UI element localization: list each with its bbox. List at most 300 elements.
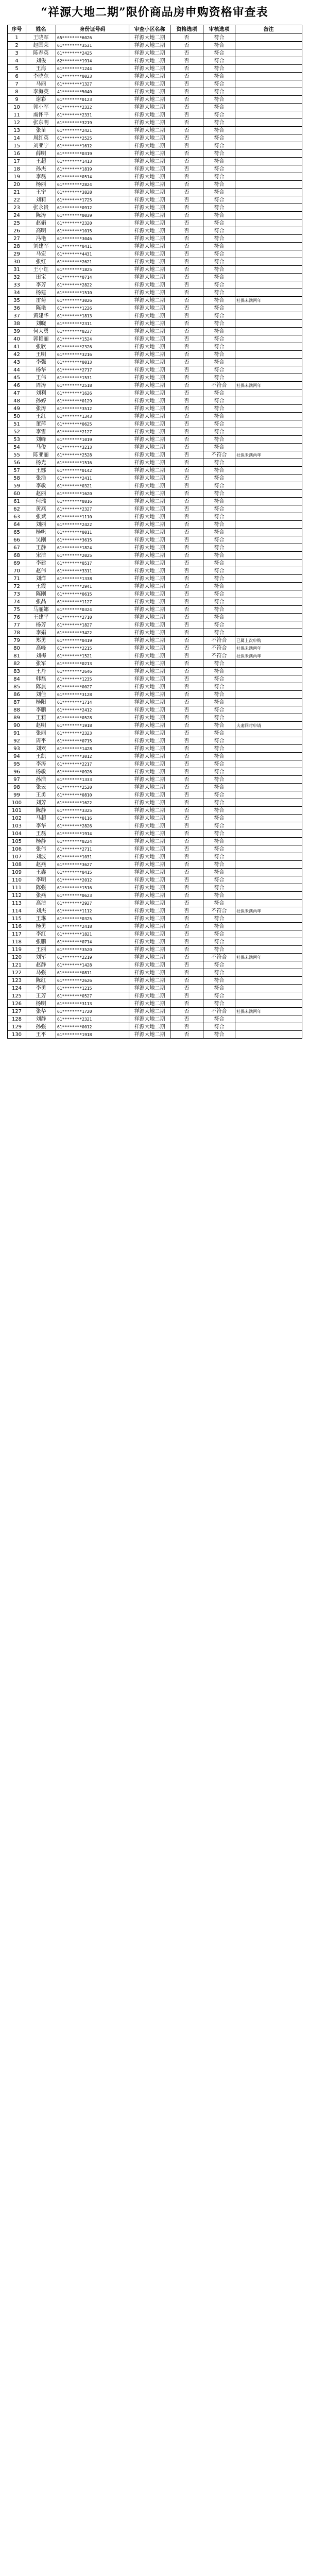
cell-id: 61********1720 [56,1008,129,1015]
cell-review: 符合 [203,49,235,57]
cell-no: 2 [8,42,26,49]
cell-id: 61********1112 [56,907,129,915]
cell-no: 37 [8,312,26,320]
cell-project: 祥源大地二期 [129,335,170,343]
cell-no: 109 [8,869,26,876]
table-row [8,80,302,88]
cell-qualification: 否 [170,258,203,266]
cell-project: 祥源大地二期 [129,954,170,961]
cell-qualification: 否 [170,297,203,304]
cell-project: 祥源大地二期 [129,923,170,930]
cell-no: 25 [8,219,26,227]
cell-project: 祥源大地二期 [129,815,170,822]
cell-id: 61********2332 [56,104,129,111]
cell-name: 赵伟 [26,567,56,575]
cell-name: 刘洋 [26,575,56,583]
cell-note [235,853,302,861]
cell-name: 刘芳 [26,799,56,807]
cell-no: 5 [8,65,26,73]
cell-review: 符合 [203,219,235,227]
cell-no: 23 [8,204,26,212]
cell-no: 94 [8,753,26,760]
cell-qualification: 否 [170,212,203,219]
cell-id: 61********1343 [56,413,129,420]
cell-project: 祥源大地二期 [129,474,170,482]
cell-no: 103 [8,822,26,830]
cell-id: 62********1914 [56,57,129,65]
cell-qualification: 否 [170,567,203,575]
cell-name: 王凯 [26,753,56,760]
cell-qualification: 否 [170,876,203,884]
cell-no: 102 [8,815,26,822]
cell-project: 祥源大地二期 [129,266,170,274]
cell-id: 61********3325 [56,807,129,815]
cell-project: 祥源大地二期 [129,150,170,158]
cell-project: 祥源大地二期 [129,977,170,985]
cell-qualification: 否 [170,382,203,389]
table-row [8,1000,302,1008]
cell-project: 祥源大地二期 [129,791,170,799]
cell-id: 61********1127 [56,598,129,606]
cell-note [235,768,302,776]
cell-name: 杨阳 [26,699,56,706]
cell-name: 高明 [26,227,56,235]
cell-name: 张红 [26,258,56,266]
cell-note [235,366,302,374]
cell-no: 48 [8,397,26,405]
cell-no: 70 [8,567,26,575]
cell-review: 符合 [203,474,235,482]
cell-name: 刘亚宁 [26,142,56,150]
cell-project: 祥源大地二期 [129,467,170,474]
cell-name: 赵静 [26,961,56,969]
cell-id: 61********0517 [56,560,129,567]
cell-note [235,505,302,513]
cell-project: 祥源大地二期 [129,134,170,142]
cell-id: 61********2327 [56,505,129,513]
cell-review: 符合 [203,428,235,436]
cell-qualification: 否 [170,892,203,900]
cell-qualification: 否 [170,80,203,88]
cell-id: 61********1428 [56,745,129,753]
cell-id: 61********4431 [56,250,129,258]
cell-id: 61********2626 [56,977,129,985]
cell-no: 45 [8,374,26,382]
cell-no: 51 [8,420,26,428]
cell-qualification: 否 [170,946,203,954]
table-row [8,714,302,722]
cell-no: 17 [8,158,26,165]
cell-project: 祥源大地二期 [129,598,170,606]
cell-note [235,42,302,49]
table-row [8,760,302,768]
cell-note [235,328,302,335]
table-row [8,668,302,675]
cell-note [235,173,302,181]
cell-review: 符合 [203,366,235,374]
table-row [8,420,302,428]
cell-id: 61********2425 [56,49,129,57]
cell-qualification: 否 [170,807,203,815]
cell-qualification: 否 [170,675,203,683]
cell-note [235,598,302,606]
cell-note [235,784,302,791]
table-row [8,289,302,297]
cell-name: 张军 [26,660,56,668]
cell-note [235,413,302,420]
cell-note: 社保未满两年 [235,645,302,652]
cell-review: 符合 [203,799,235,807]
cell-project: 祥源大地二期 [129,513,170,521]
cell-name: 王鑫 [26,869,56,876]
cell-review: 符合 [203,699,235,706]
cell-id: 61********1825 [56,266,129,274]
cell-name: 张燕 [26,892,56,900]
cell-note [235,111,302,119]
cell-project: 祥源大地二期 [129,428,170,436]
cell-no: 74 [8,598,26,606]
cell-note [235,258,302,266]
table-row [8,444,302,451]
cell-project: 祥源大地二期 [129,173,170,181]
cell-review: 符合 [203,505,235,513]
cell-id: 61********0912 [56,204,129,212]
cell-id: 61********1333 [56,776,129,784]
cell-name: 吴刚 [26,536,56,544]
cell-no: 7 [8,80,26,88]
table-row [8,637,302,645]
cell-name: 刘俊 [26,57,56,65]
cell-id: 61********0023 [56,73,129,80]
table-row [8,57,302,65]
cell-name: 李晓东 [26,73,56,80]
cell-id: 61********1235 [56,675,129,683]
cell-qualification: 否 [170,235,203,243]
cell-review: 符合 [203,212,235,219]
cell-project: 祥源大地二期 [129,235,170,243]
cell-qualification: 否 [170,706,203,714]
cell-no: 10 [8,104,26,111]
cell-no: 4 [8,57,26,65]
cell-project: 祥源大地二期 [129,869,170,876]
cell-note [235,158,302,165]
cell-no: 21 [8,189,26,196]
cell-qualification: 否 [170,451,203,459]
cell-review: 符合 [203,73,235,80]
cell-project: 祥源大地二期 [129,938,170,946]
cell-id: 61********0715 [56,737,129,745]
table-row [8,660,302,668]
cell-project: 祥源大地二期 [129,907,170,915]
cell-id: 61********0926 [56,768,129,776]
cell-qualification: 否 [170,536,203,544]
cell-note [235,629,302,637]
cell-qualification: 否 [170,730,203,737]
cell-project: 祥源大地二期 [129,104,170,111]
cell-review: 符合 [203,134,235,142]
cell-project: 祥源大地二期 [129,1023,170,1031]
cell-review: 符合 [203,304,235,312]
cell-project: 祥源大地二期 [129,861,170,869]
table-row [8,768,302,776]
cell-qualification: 否 [170,312,203,320]
cell-project: 祥源大地二期 [129,529,170,536]
cell-no: 33 [8,281,26,289]
table-row [8,699,302,706]
cell-id: 61********1510 [56,289,129,297]
cell-name: 王伟 [26,374,56,382]
cell-name: 王静 [26,544,56,552]
cell-id: 61********1824 [56,544,129,552]
cell-project: 祥源大地二期 [129,80,170,88]
cell-name: 黄建华 [26,312,56,320]
cell-qualification: 否 [170,1000,203,1008]
cell-note [235,869,302,876]
cell-qualification: 否 [170,343,203,351]
cell-no: 66 [8,536,26,544]
cell-review: 符合 [203,459,235,467]
cell-review: 符合 [203,250,235,258]
cell-id: 61********0615 [56,590,129,598]
cell-no: 97 [8,776,26,784]
cell-qualification: 否 [170,351,203,359]
cell-review: 符合 [203,807,235,815]
cell-note [235,189,302,196]
cell-id: 61********3213 [56,444,129,451]
cell-name: 刘莉 [26,196,56,204]
cell-qualification: 否 [170,961,203,969]
cell-note [235,930,302,938]
table-row [8,961,302,969]
cell-note [235,730,302,737]
table-row [8,892,302,900]
cell-review: 符合 [203,413,235,420]
cell-project: 祥源大地二期 [129,312,170,320]
cell-review: 符合 [203,498,235,505]
cell-review: 符合 [203,583,235,590]
cell-no: 53 [8,436,26,444]
cell-qualification: 否 [170,482,203,490]
table-row [8,907,302,915]
cell-qualification: 否 [170,621,203,629]
cell-name: 陈涛 [26,212,56,219]
cell-id: 61********2711 [56,845,129,853]
cell-id: 61********1516 [56,459,129,467]
cell-no: 8 [8,88,26,96]
cell-qualification: 否 [170,923,203,930]
cell-qualification: 否 [170,776,203,784]
cell-id: 61********1620 [56,490,129,498]
cell-project: 祥源大地二期 [129,343,170,351]
cell-name: 杨华 [26,366,56,374]
cell-project: 祥源大地二期 [129,382,170,389]
cell-qualification: 否 [170,243,203,250]
cell-name: 李雪 [26,428,56,436]
table-row [8,614,302,621]
cell-name: 周红英 [26,134,56,142]
cell-no: 35 [8,297,26,304]
cell-name: 田宝 [26,274,56,281]
cell-review: 符合 [203,784,235,791]
cell-id: 41********5040 [56,88,129,96]
cell-qualification: 否 [170,930,203,938]
cell-no: 13 [8,127,26,134]
cell-id: 61********2418 [56,923,129,930]
cell-qualification: 否 [170,521,203,529]
table-row [8,320,302,328]
cell-no: 38 [8,320,26,328]
cell-note [235,691,302,699]
cell-name: 王超 [26,158,56,165]
cell-name: 黄燕 [26,505,56,513]
cell-qualification: 否 [170,73,203,80]
cell-project: 祥源大地二期 [129,158,170,165]
table-row [8,297,302,304]
cell-qualification: 否 [170,173,203,181]
cell-project: 祥源大地二期 [129,699,170,706]
cell-project: 祥源大地二期 [129,436,170,444]
cell-note [235,915,302,923]
cell-note [235,73,302,80]
cell-note [235,529,302,536]
cell-note [235,181,302,189]
cell-project: 祥源大地二期 [129,1015,170,1023]
table-row [8,104,302,111]
cell-review: 符合 [203,57,235,65]
table-row [8,451,302,459]
cell-review: 符合 [203,961,235,969]
cell-name: 王丹 [26,668,56,675]
cell-review: 符合 [203,861,235,869]
table-row [8,359,302,366]
cell-review: 符合 [203,598,235,606]
cell-project: 祥源大地二期 [129,683,170,691]
cell-no: 123 [8,977,26,985]
table-row [8,536,302,544]
cell-id: 61********1821 [56,930,129,938]
cell-id: 61********1612 [56,142,129,150]
table-row [8,629,302,637]
cell-id: 61********1531 [56,374,129,382]
cell-review: 符合 [203,900,235,907]
cell-id: 61********1338 [56,575,129,583]
cell-id: 61********1327 [56,80,129,88]
header-id: 身份证号码 [56,25,129,34]
cell-name: 杨明 [26,1000,56,1008]
table-row [8,374,302,382]
cell-no: 30 [8,258,26,266]
cell-project: 祥源大地二期 [129,892,170,900]
cell-no: 20 [8,181,26,189]
table-row [8,583,302,590]
cell-id: 61********0714 [56,938,129,946]
cell-note [235,985,302,992]
cell-qualification: 否 [170,374,203,382]
cell-project: 祥源大地二期 [129,691,170,699]
cell-qualification: 否 [170,529,203,536]
cell-id: 61********1725 [56,196,129,204]
cell-review: 符合 [203,760,235,768]
table-row [8,822,302,830]
cell-no: 40 [8,335,26,343]
cell-no: 110 [8,876,26,884]
cell-id: 61********2646 [56,668,129,675]
table-row [8,366,302,374]
table-row [8,88,302,96]
cell-qualification: 否 [170,420,203,428]
cell-review: 符合 [203,258,235,266]
cell-id: 61********1516 [56,884,129,892]
cell-qualification: 否 [170,861,203,869]
table-row [8,513,302,521]
cell-qualification: 否 [170,985,203,992]
cell-name: 李红 [26,930,56,938]
cell-note [235,892,302,900]
cell-note [235,606,302,614]
cell-no: 78 [8,629,26,637]
cell-id: 61********0623 [56,892,129,900]
cell-no: 60 [8,490,26,498]
table-row [8,389,302,397]
cell-note [235,575,302,583]
cell-note [235,552,302,560]
cell-note [235,1000,302,1008]
cell-note [235,590,302,598]
cell-qualification: 否 [170,250,203,258]
cell-name: 刘军 [26,954,56,961]
cell-note [235,397,302,405]
table-row [8,923,302,930]
cell-project: 祥源大地二期 [129,737,170,745]
cell-review: 符合 [203,405,235,413]
cell-name: 杨芳 [26,621,56,629]
cell-name: 刘晓 [26,320,56,328]
cell-review: 符合 [203,869,235,876]
cell-name: 李强 [26,359,56,366]
cell-review: 符合 [203,706,235,714]
cell-qualification: 否 [170,96,203,104]
cell-review: 符合 [203,189,235,196]
cell-name: 陈红 [26,977,56,985]
cell-name: 王明 [26,351,56,359]
cell-review: 符合 [203,297,235,304]
cell-project: 祥源大地二期 [129,73,170,80]
cell-qualification: 否 [170,366,203,374]
cell-note [235,668,302,675]
cell-note [235,405,302,413]
cell-note [235,1023,302,1031]
cell-qualification: 否 [170,513,203,521]
cell-project: 祥源大地二期 [129,722,170,730]
cell-id: 61********2320 [56,219,129,227]
cell-project: 祥源大地二期 [129,111,170,119]
cell-no: 130 [8,1031,26,1039]
cell-note [235,745,302,753]
cell-no: 129 [8,1023,26,1031]
cell-review: 不符合 [203,645,235,652]
cell-project: 祥源大地二期 [129,544,170,552]
cell-project: 祥源大地二期 [129,181,170,189]
cell-review: 符合 [203,567,235,575]
cell-id: 61********2421 [56,127,129,134]
cell-project: 祥源大地二期 [129,884,170,892]
cell-qualification: 否 [170,884,203,892]
cell-note [235,992,302,1000]
cell-review: 符合 [203,575,235,583]
cell-note [235,521,302,529]
cell-note [235,96,302,104]
table-row [8,258,302,266]
